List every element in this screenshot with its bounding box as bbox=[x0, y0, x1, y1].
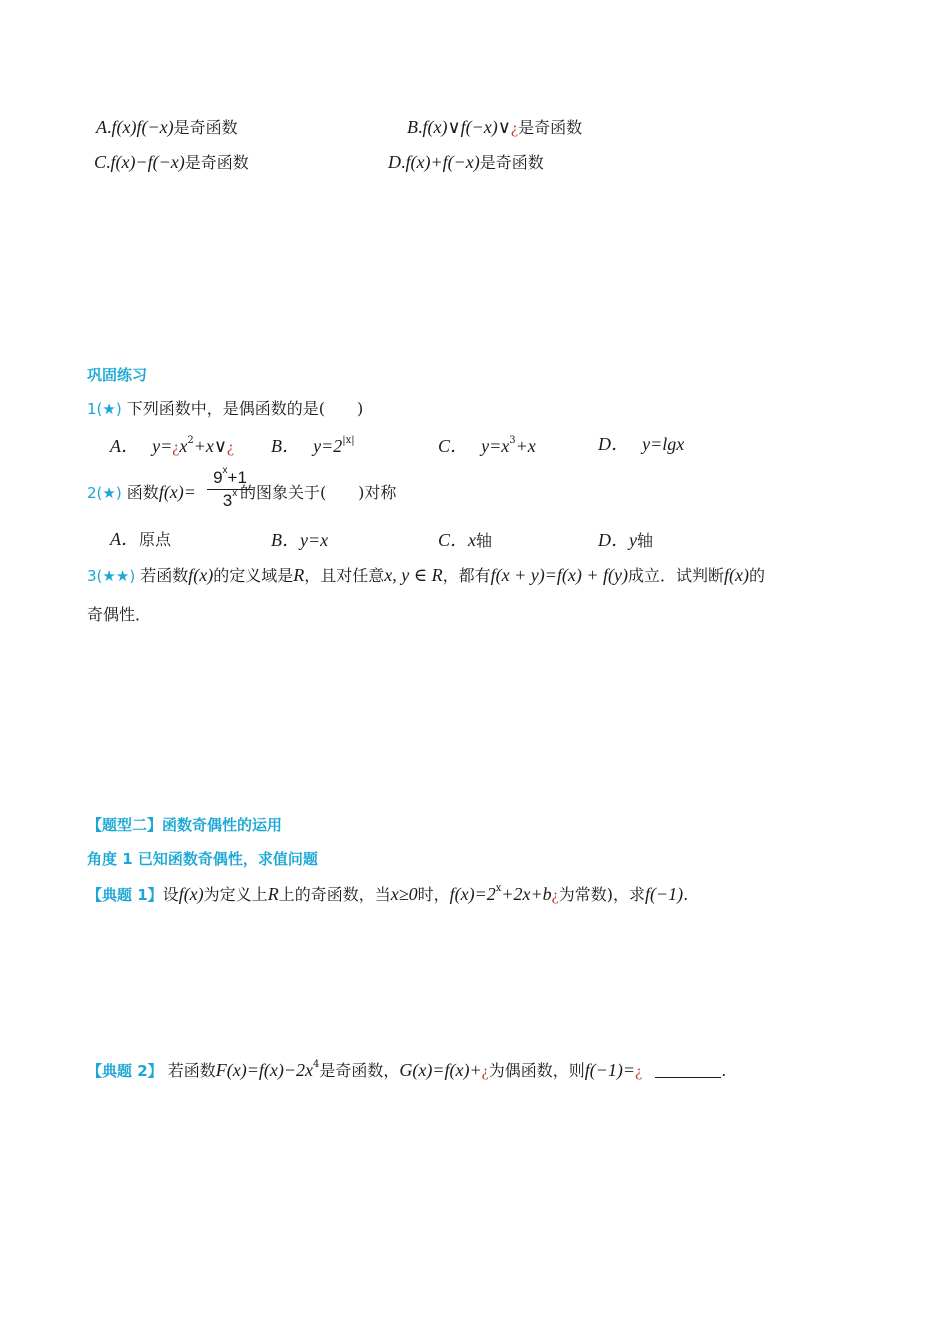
difficulty-stars: ★ bbox=[102, 400, 116, 418]
question-number-close: ) bbox=[129, 567, 136, 585]
math-expression: f(−1)= bbox=[584, 1060, 636, 1080]
math-expression: f(x + y)=f(x) + f(y) bbox=[490, 565, 628, 585]
question-text: ，都有 bbox=[442, 566, 491, 585]
exponent: x bbox=[495, 882, 502, 894]
example-text: 为定义上 bbox=[203, 885, 268, 904]
example-text: 为偶函数，则 bbox=[488, 1061, 585, 1080]
answer-blank[interactable] bbox=[655, 1063, 721, 1078]
placeholder-glyph: ¿ bbox=[551, 887, 559, 904]
math-expression: +x bbox=[515, 436, 536, 456]
option-sep: . bbox=[401, 152, 406, 172]
option-sep: . bbox=[418, 117, 423, 137]
example-text: 若函数 bbox=[162, 1061, 216, 1080]
exponent: x bbox=[222, 465, 228, 477]
math-expression: y=x bbox=[481, 436, 510, 456]
option-letter: D bbox=[388, 152, 401, 172]
option-letter: C bbox=[94, 152, 107, 172]
section-heading-practice: 巩固练习 bbox=[87, 366, 148, 384]
question-text: 若函数 bbox=[135, 566, 189, 585]
option-letter: A bbox=[96, 117, 107, 137]
math-expression: f(x)f(−x) bbox=[111, 117, 174, 137]
option-c bbox=[94, 152, 249, 173]
option-sep: . bbox=[107, 117, 112, 137]
math-expression: f(−1) bbox=[645, 884, 684, 904]
question-text: 的图象关于( )对称 bbox=[239, 483, 397, 502]
question-text: 函数 bbox=[121, 483, 159, 502]
option-letter: C． bbox=[438, 530, 469, 550]
option-text: 是奇函数 bbox=[479, 153, 544, 172]
option-text: 是奇函数 bbox=[173, 118, 238, 137]
math-expression: F(x)=f(x)−2x bbox=[215, 1060, 313, 1080]
question-number: 2( bbox=[87, 484, 103, 502]
example-text: 时， bbox=[417, 885, 450, 904]
q1-option-b bbox=[271, 436, 355, 457]
question-3 bbox=[87, 565, 765, 586]
option-sep: . bbox=[106, 152, 111, 172]
example-text: 为常数)，求 bbox=[558, 885, 646, 904]
option-text: 轴 bbox=[637, 531, 654, 550]
option-text: 是奇函数 bbox=[518, 118, 583, 137]
option-letter: B． bbox=[271, 530, 300, 550]
example-text: 上的奇函数，当 bbox=[278, 885, 391, 904]
math-expression: f(x)−f(−x) bbox=[110, 152, 185, 172]
math-expression: f(x) bbox=[724, 565, 749, 585]
option-text: 轴 bbox=[476, 531, 493, 550]
question-number: 1( bbox=[87, 400, 103, 418]
option-letter: B bbox=[407, 117, 418, 137]
math-variable: x bbox=[468, 530, 477, 550]
example-2 bbox=[87, 1060, 726, 1082]
placeholder-glyph: ¿ bbox=[227, 439, 235, 456]
math-expression: f(x)+f(−x) bbox=[405, 152, 480, 172]
placeholder-glyph: ¿ bbox=[172, 439, 180, 456]
numerator-rest: +1 bbox=[227, 468, 247, 487]
placeholder-glyph: ¿ bbox=[635, 1063, 643, 1080]
math-expression: R bbox=[293, 565, 305, 585]
exponent: 3 bbox=[509, 434, 516, 446]
question-number: 3( bbox=[87, 567, 103, 585]
q2-option-a bbox=[110, 529, 171, 550]
example-label: 【典题 2】 bbox=[87, 1062, 163, 1080]
math-expression: +2x+b bbox=[501, 884, 552, 904]
option-text: 是奇函数 bbox=[184, 153, 249, 172]
math-expression: R bbox=[267, 884, 279, 904]
example-text: . bbox=[721, 1061, 727, 1080]
option-letter: C． bbox=[438, 436, 469, 456]
math-expression: G(x)=f(x)+ bbox=[399, 1060, 482, 1080]
section-title: 【题型二】函数奇偶性的运用 bbox=[87, 816, 283, 834]
difficulty-stars: ★★ bbox=[102, 567, 130, 585]
math-expression: f(x)=2 bbox=[449, 884, 496, 904]
exponent: 4 bbox=[313, 1058, 320, 1070]
fraction-bar bbox=[207, 489, 253, 490]
math-expression: x bbox=[179, 436, 188, 456]
question-text: 的 bbox=[748, 566, 765, 585]
example-label: 【典题 1】 bbox=[87, 886, 163, 904]
numerator-base: 9 bbox=[213, 468, 223, 487]
fraction-denominator bbox=[222, 488, 238, 510]
fraction bbox=[207, 465, 253, 511]
math-expression: y=2 bbox=[313, 436, 343, 456]
question-1 bbox=[87, 399, 363, 419]
question-text: 的定义域是 bbox=[213, 566, 294, 585]
difficulty-stars: ★ bbox=[102, 484, 116, 502]
math-expression: f(x) bbox=[188, 565, 214, 585]
option-text: 原点 bbox=[139, 530, 172, 549]
option-letter: D． bbox=[598, 530, 629, 550]
option-letter: D． bbox=[598, 434, 629, 454]
math-variable: y bbox=[629, 530, 637, 550]
math-expression: y=x bbox=[300, 530, 329, 550]
exponent: 2 bbox=[187, 434, 194, 446]
exponent: x bbox=[232, 488, 238, 500]
math-expression: f(x) bbox=[178, 884, 204, 904]
q2-option-c bbox=[438, 530, 492, 551]
option-d bbox=[388, 152, 544, 173]
option-letter: A． bbox=[110, 436, 139, 456]
q2-option-d bbox=[598, 530, 653, 551]
option-b bbox=[407, 117, 582, 139]
placeholder-glyph: ¿ bbox=[510, 120, 519, 137]
exponent: |x| bbox=[342, 434, 355, 446]
q1-option-a bbox=[110, 436, 234, 458]
example-text: 设 bbox=[162, 885, 179, 904]
example-1 bbox=[87, 884, 688, 906]
math-expression: x≥0 bbox=[390, 884, 418, 904]
q1-option-c bbox=[438, 436, 536, 457]
question-number-close: ) bbox=[115, 400, 122, 418]
question-number-close: ) bbox=[115, 484, 122, 502]
question-text: ，且对任意 bbox=[304, 566, 385, 585]
option-letter: B． bbox=[271, 436, 300, 456]
option-a bbox=[96, 117, 238, 138]
question-text: 下列函数中，是偶函数的是( ) bbox=[121, 399, 364, 418]
denominator-base: 3 bbox=[222, 491, 233, 510]
math-expression: x, y ∈ R bbox=[384, 565, 443, 585]
math-expression: y=lgx bbox=[642, 434, 685, 454]
math-expression: y= bbox=[152, 436, 173, 456]
placeholder-glyph: ¿ bbox=[481, 1063, 489, 1080]
math-expression: f(x)= bbox=[158, 482, 196, 502]
math-expression: +x∨ bbox=[193, 436, 228, 456]
option-letter: A． bbox=[110, 529, 139, 549]
fraction-numerator bbox=[213, 465, 247, 487]
math-expression: f(x)∨f(−x)∨ bbox=[422, 117, 511, 137]
q2-option-b bbox=[271, 530, 328, 551]
question-text: 成立．试判断 bbox=[627, 566, 724, 585]
example-text: . bbox=[683, 885, 689, 904]
example-text: 是奇函数， bbox=[319, 1061, 400, 1080]
question-3-line-2: 奇偶性． bbox=[87, 605, 152, 624]
subsection-title: 角度 1 已知函数奇偶性，求值问题 bbox=[87, 850, 318, 868]
q1-option-d bbox=[598, 434, 684, 455]
